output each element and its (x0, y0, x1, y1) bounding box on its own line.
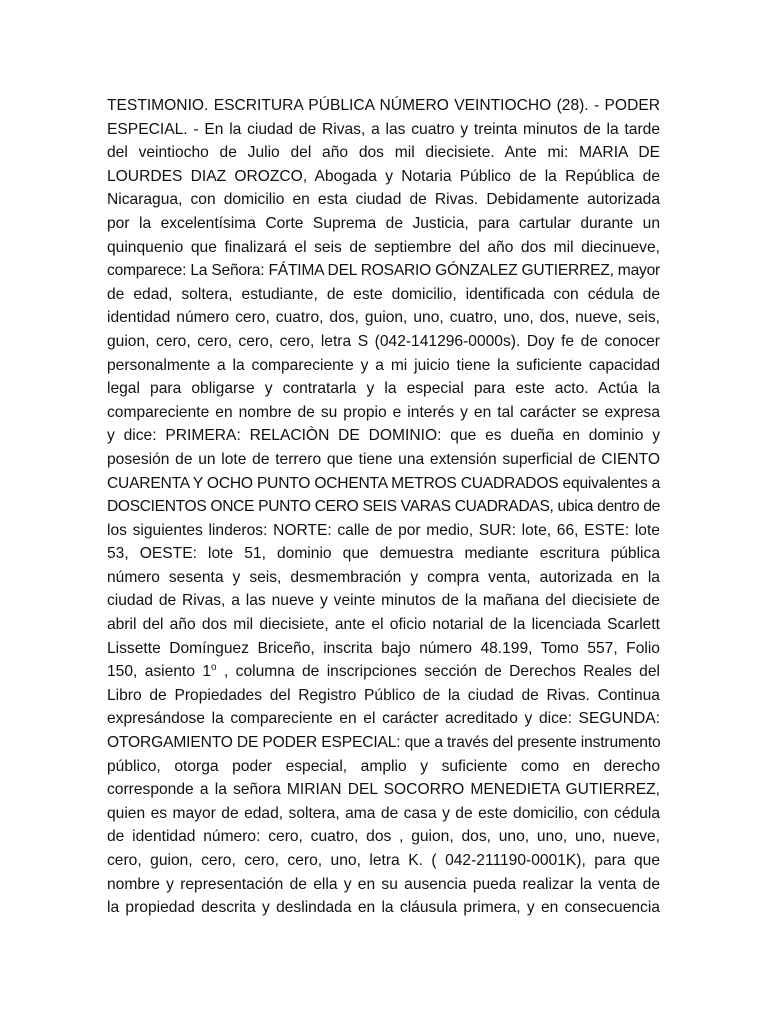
document-line: posesión de un lote de terrero que tiene una extensión superficial de CIENTO (107, 450, 660, 468)
document-line: Libro de Propiedades del Registro Público de la ciudad de Rivas. Continua (107, 686, 660, 704)
document-line: abril del año dos mil diecisiete, ante el oficio notarial de la licenciada Scarlett (107, 616, 660, 634)
document-line: legal para obligarse y contratarla y la especial para este acto. Actúa la (107, 380, 660, 398)
document-line: de edad, soltera, estudiante, de este domicilio, identificada con cédula de (107, 285, 660, 303)
document-line: identidad número cero, cuatro, dos, guion, uno, cuatro, uno, dos, nueve, seis, (107, 309, 660, 327)
document-line: CUARENTA Y OCHO PUNTO OCHENTA METROS CUADRADOS equivalentes a (107, 474, 661, 492)
document-line: OTORGAMIENTO DE PODER ESPECIAL: que a través del presente instrumento (107, 734, 661, 752)
document-line: ESPECIAL. - En la ciudad de Rivas, a las cuatro y treinta minutos de la tarde (107, 120, 660, 138)
line-tail: , columna de inscripciones sección de Derechos Reales del (216, 663, 660, 681)
document-line: comparece: La Señora: FÁTIMA DEL ROSARIO GÓNZALEZ GUTIERREZ, mayor (107, 262, 660, 280)
document-line: DOSCIENTOS ONCE PUNTO CERO SEIS VARAS CUADRADAS, ubica dentro de (107, 498, 660, 516)
line-head: 150, asiento 1 (107, 663, 212, 681)
document-line: número sesenta y seis, desmembración y compra venta, autorizada en la (107, 568, 660, 586)
document-line: TESTIMONIO. ESCRITURA PÚBLICA NÚMERO VEINTIOCHO (28). - PODER (107, 97, 660, 114)
document-line: Nicaragua, con domicilio en esta ciudad de Rivas. Debidamente autorizada (107, 191, 660, 209)
document-line: cero, guion, cero, cero, cero, uno, letra K. ( 042-211190-0001K), para que (107, 852, 660, 869)
document-line: y dice: PRIMERA: RELACIÒN DE DOMINIO: que es dueña en dominio y (107, 427, 660, 445)
document-line: quien es mayor de edad, soltera, ama de casa y de este domicilio, con cédula (107, 804, 660, 822)
document-line: ciudad de Rivas, a las nueve y veinte minutos de la mañana del diecisiete de (107, 592, 660, 610)
document-line: la propiedad descrita y deslindada en la cláusula primera, y en consecuencia (107, 899, 660, 917)
document-line: compareciente en nombre de su propio e interés y en tal carácter se expresa (107, 403, 660, 421)
document-line: público, otorga poder especial, amplio y suficiente como en derecho (107, 757, 660, 775)
document-line: del veintiocho de Julio del año dos mil diecisiete. Ante mi: MARIA DE (107, 144, 660, 162)
document-line: expresándose la compareciente en el carácter acreditado y dice: SEGUNDA: (107, 710, 660, 728)
testimonio-text (107, 94, 660, 920)
document-line: nombre y representación de ella y en su ausencia pueda realizar la venta de (107, 875, 660, 893)
document-line: quinquenio que finalizará el seis de septiembre del año dos mil diecinueve, (107, 238, 660, 256)
document-line: LOURDES DIAZ OROZCO, Abogada y Notaria Público de la República de (107, 167, 660, 185)
document-line: personalmente a la compareciente y a mi juicio tiene la suficiente capacidad (107, 356, 660, 374)
document-line: guion, cero, cero, cero, cero, letra S (042-141296-0000s). Doy fe de conocer (107, 332, 660, 350)
document-line: 53, OESTE: lote 51, dominio que demuestra mediante escritura pública (107, 545, 660, 563)
document-line: los siguientes linderos: NORTE: calle de por medio, SUR: lote, 66, ESTE: lote (107, 521, 660, 539)
document-line: corresponde a la señora MIRIAN DEL SOCORRO MENEDIETA GUTIERREZ, (107, 781, 660, 799)
document-line: de identidad número: cero, cuatro, dos , guion, dos, uno, uno, uno, nueve, (107, 828, 660, 846)
document-line: Lissette Domínguez Briceño, inscrita bajo número 48.199, Tomo 557, Folio (107, 639, 660, 657)
document-line-with-superscript (107, 660, 660, 684)
document-line: por la excelentísima Corte Suprema de Justicia, para cartular durante un (107, 214, 660, 232)
superscript-ordinal: o (211, 662, 217, 674)
